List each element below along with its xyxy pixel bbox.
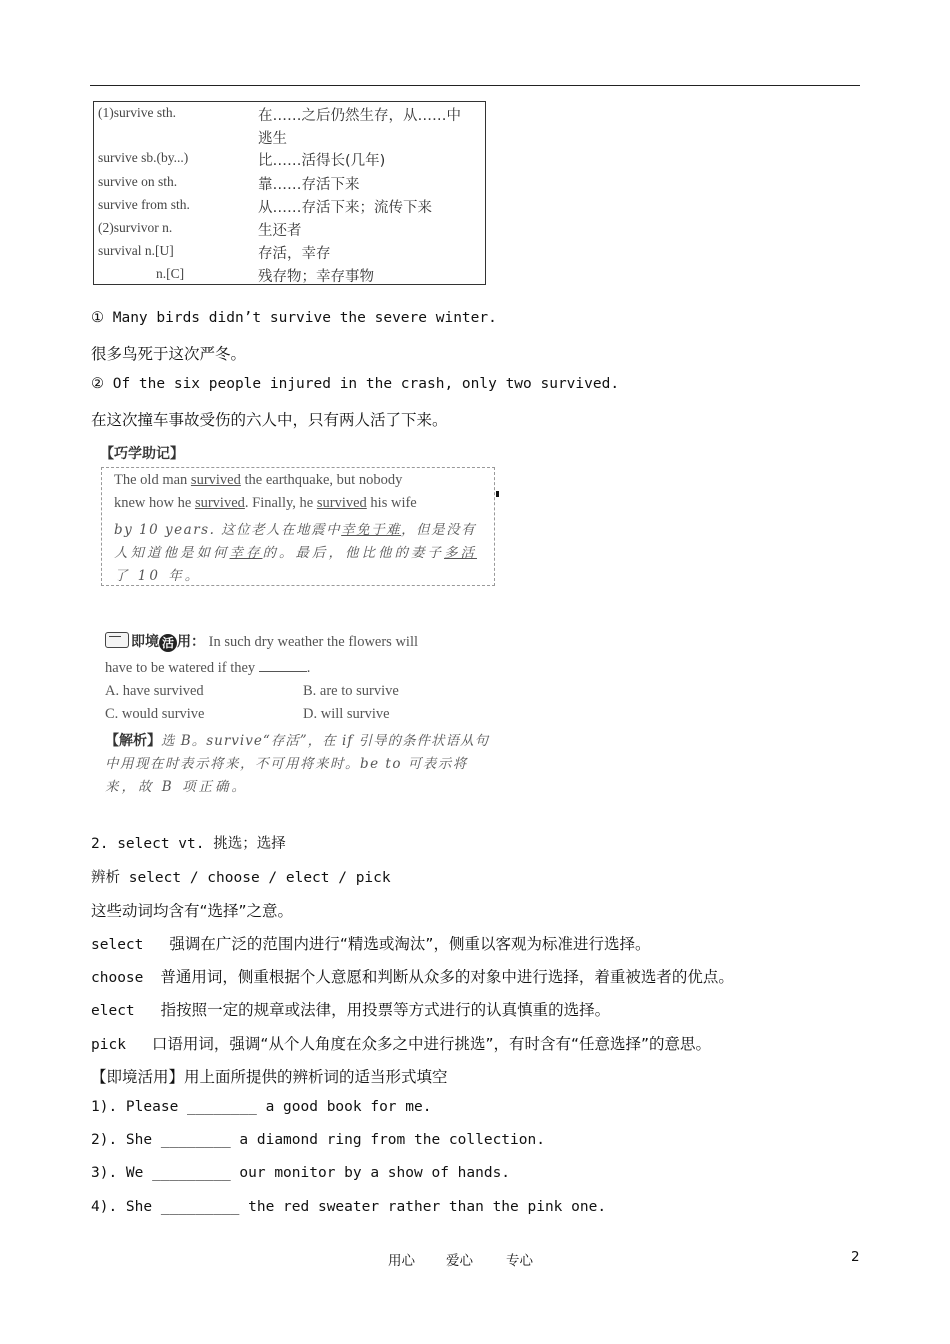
vocab-en: (2)survivor n. xyxy=(98,220,173,235)
exercise-question: 即境 活 用： In such dry weather the flowers will xyxy=(105,631,418,652)
answer-blank xyxy=(259,659,307,672)
vocab-en: survive on sth. xyxy=(98,174,178,189)
example-en: ② Of the six people injured in the crash, only two survived. xyxy=(91,376,620,392)
header-rule xyxy=(90,85,860,86)
vocab-zh: 生还者 xyxy=(258,223,302,239)
memo-line: knew how he survived. Finally, he survived his wife xyxy=(114,495,417,511)
vocab-en: survival n.[U] xyxy=(98,243,174,258)
vocab-zh: 靠……存活下来 xyxy=(258,177,360,193)
footer-text: 爱心 xyxy=(446,1253,473,1269)
memo-line: The old man survived the earthquake, but nobody xyxy=(114,472,403,488)
answer-explanation: 中用现在时表示将来，不可用将来时。be to 可表示将 xyxy=(105,756,468,772)
memo-title: 【巧学助记】 xyxy=(100,446,184,462)
answer-explanation: 【解析】选 B。survive“存活”，在 if 引导的条件状语从句 xyxy=(105,733,490,749)
example-zh: 在这次撞车事故受伤的六人中，只有两人活了下来。 xyxy=(91,411,448,429)
vocab-en: survive sb.(by...) xyxy=(98,150,189,165)
option-a: A. have survived xyxy=(105,683,204,699)
vocab-zh: 存活，幸存 xyxy=(258,246,331,262)
vocab-zh: 逃生 xyxy=(258,131,287,147)
practice-item: 2). She ________ a diamond ring from the collection. xyxy=(91,1132,545,1148)
vocab-zh: 残存物；幸存事物 xyxy=(258,269,374,285)
definition-row: elect 指按照一定的规章或法律，用投票等方式进行的认真慎重的选择。 xyxy=(91,1001,611,1019)
practice-item: 4). She _________ the red sweater rather than the pink one. xyxy=(91,1199,607,1215)
example-en: ① Many birds didn’t survive the severe winter. xyxy=(91,310,497,326)
vocab-zh: 从……存活下来；流传下来 xyxy=(258,200,432,216)
practice-item: 3). We _________ our monitor by a show of hands. xyxy=(91,1165,511,1181)
huo-badge-icon: 活 xyxy=(159,634,177,652)
example-zh: 很多鸟死于这次严冬。 xyxy=(91,345,247,363)
vocab-zh: 在……之后仍然生存，从……中 xyxy=(258,108,461,124)
definition-row: pick 口语用词，强调“从个人角度在众多之中进行挑选”，有时含有“任意选择”的意思。 xyxy=(91,1035,712,1053)
vocab-en: (1)survive sth. xyxy=(98,105,176,120)
definition-row: choose 普通用词，侧重根据个人意愿和判断从众多的对象中进行选择，着重被选者的优点。 xyxy=(91,968,734,986)
stray-mark xyxy=(496,491,499,497)
footer-text: 专心 xyxy=(506,1253,533,1269)
memo-box xyxy=(101,467,495,586)
option-b: B. are to survive xyxy=(303,683,399,699)
compare-title: 辨析 select / choose / elect / pick xyxy=(91,870,391,886)
option-d: D. will survive xyxy=(303,706,390,722)
memo-line: by 10 years. 这位老人在地震中幸免于难，但是没有 xyxy=(114,522,477,538)
footer-text: 用心 xyxy=(388,1253,415,1269)
vocab-table xyxy=(93,101,486,285)
option-c: C. would survive xyxy=(105,706,205,722)
exercise-question: have to be watered if they . xyxy=(105,660,311,676)
book-icon xyxy=(105,632,129,648)
page-number: 2 xyxy=(851,1249,860,1265)
intro-text: 这些动词均含有“选择”之意。 xyxy=(91,902,294,920)
answer-explanation: 来，故 B 项正确。 xyxy=(105,779,249,795)
memo-line: 人知道他是如何幸存的。最后，他比他的妻子多活 xyxy=(114,545,477,561)
practice-title: 【即境活用】用上面所提供的辨析词的适当形式填空 xyxy=(91,1068,448,1086)
vocab-zh: 比……活得长(几年) xyxy=(258,153,386,169)
definition-row: select 强调在广泛的范围内进行“精选或淘汰”，侧重以客观为标准进行选择。 xyxy=(91,935,651,953)
section-title: 2. select vt. 挑选；选择 xyxy=(91,836,286,852)
vocab-en: n.[C] xyxy=(156,266,185,281)
vocab-en: survive from sth. xyxy=(98,197,190,212)
memo-line: 了 10 年。 xyxy=(114,568,202,584)
practice-item: 1). Please ________ a good book for me. xyxy=(91,1099,432,1115)
